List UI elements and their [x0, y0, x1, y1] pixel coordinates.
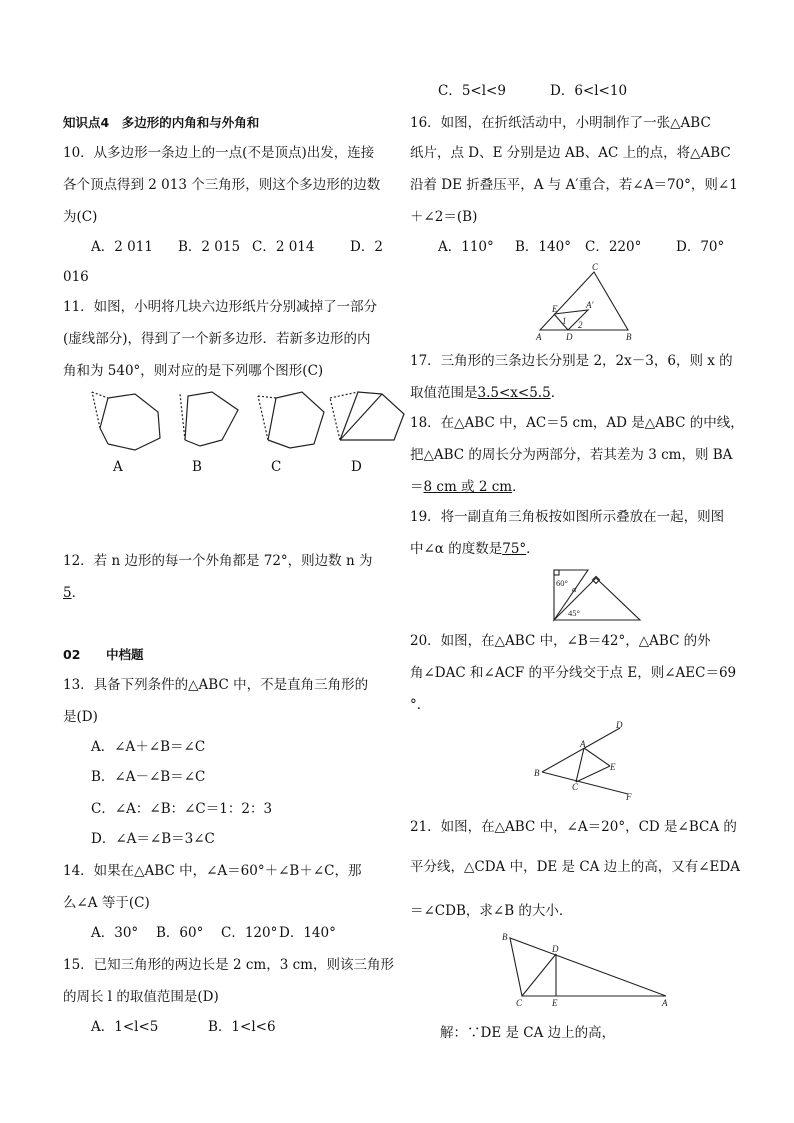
q11-figure [90, 388, 420, 458]
q21-line3: ＝∠CDB，求∠B 的大小． [410, 903, 573, 919]
q21-label-b: B [502, 932, 508, 942]
q16-figure [532, 264, 642, 344]
q14-line2: 么∠A 等于(C) [63, 895, 150, 911]
section-02-num: 02 [63, 647, 81, 662]
q11-label-b: B [192, 459, 202, 475]
q17-line1: 17．三角形的三条边长分别是 2，2x－3，6，则 x 的 [410, 353, 733, 369]
q11-label-c: C [271, 459, 282, 475]
q16-label-a-prime: A′ [586, 300, 594, 310]
q15-option-a: A．1<l<5 [91, 1019, 159, 1035]
q17-suffix: ． [550, 385, 565, 401]
q18-prefix: ＝ [410, 479, 424, 495]
q16-option-b: B．140° [515, 239, 571, 255]
q16-option-a: A．110° [438, 239, 494, 255]
q10-option-a: A．2 011 [91, 239, 153, 255]
q12-line1: 12．若 n 边形的每一个外角都是 72°，则边数 n 为 [63, 553, 373, 569]
q21-figure [498, 930, 678, 1010]
q20-label-d: D [616, 720, 623, 730]
q19-label-60: 60° [556, 578, 568, 588]
q20-line1: 20．如图，在△ABC 中，∠B＝42°，△ABC 的外 [410, 633, 711, 649]
q13-option-b: B．∠A－∠B＝∠C [91, 769, 206, 785]
q19-line2 [410, 540, 540, 558]
q10-line3: 为(C) [63, 209, 98, 225]
q11-label-a: A [113, 459, 123, 475]
q19-answer: 75° [502, 541, 527, 557]
q19-label-45: 45° [568, 608, 580, 618]
q12-line2: 5． [63, 585, 86, 601]
q12-answer: 5 [63, 585, 72, 601]
q15-option-d: D．6<l<10 [550, 83, 628, 99]
q20-label-f: F [626, 792, 632, 802]
q17-answer: 3.5<x<5.5 [477, 385, 551, 401]
section-4-title: 知识点4 多边形的内角和与外角和 [63, 115, 260, 130]
q21-line2: 平分线，△CDA 中，DE 是 CA 边上的高，又有∠EDA [410, 859, 740, 875]
q16-label-a: A [536, 332, 542, 342]
q18-line2: 把△ABC 的周长分为两部分，若其差为 3 cm，则 BA [410, 447, 733, 463]
q10-option-c: C．2 014 [252, 239, 315, 255]
q16-option-d: D．70° [676, 239, 725, 255]
q18-line3 [410, 478, 526, 496]
q13-line2: 是(D) [63, 709, 98, 725]
q16-label-2: 2 [578, 320, 583, 330]
q16-label-1: 1 [562, 316, 567, 326]
q14-line1: 14．如果在△ABC 中，∠A＝60°＋∠B＋∠C，那 [63, 863, 362, 879]
q11-line2: (虚线部分)，得到了一个新多边形．若新多边形的内 [63, 331, 371, 347]
q16-label-e: E [552, 304, 558, 314]
q10-line2: 各个顶点得到 2 013 个三角形，则这个多边形的边数 [63, 177, 381, 193]
q19-suffix: ． [526, 541, 540, 557]
q14-option-a: A．30° [91, 925, 139, 941]
q19-label-alpha: α [572, 584, 577, 594]
q14-option-d: D．140° [279, 925, 336, 941]
q11-label-d: D [351, 459, 362, 475]
q15-option-c: C．5<l<9 [438, 83, 506, 99]
q21-solution: 解：∵DE 是 CA 边上的高， [440, 1025, 616, 1041]
q17-line2 [410, 384, 564, 402]
q20-label-a: A [580, 739, 586, 749]
q11-line1: 11．如图，小明将几块六边形纸片分别减掉了一部分 [63, 299, 378, 315]
q10-option-d-wrap: 016 [63, 269, 89, 285]
q14-option-b: B．60° [156, 925, 204, 941]
q21-label-c: C [516, 998, 523, 1008]
q15-line1: 15．已知三角形的两边长是 2 cm，3 cm，则该三角形 [63, 957, 394, 973]
q20-line3: °． [410, 697, 431, 713]
q20-line2: 角∠DAC 和∠ACF 的平分线交于点 E，则∠AEC＝69 [410, 665, 737, 681]
q16-option-c: C．220° [585, 239, 642, 255]
q11-line3: 角和为 540°，则对应的是下列哪个图形(C) [63, 363, 324, 379]
q20-label-c: C [572, 782, 579, 792]
q21-label-d: D [552, 944, 559, 954]
q16-label-b: B [626, 332, 632, 342]
q18-answer: 8 cm 或 2 cm [423, 479, 513, 495]
q16-label-c: C [592, 262, 599, 272]
q21-line1: 21．如图，在△ABC 中，∠A＝20°，CD 是∠BCA 的 [410, 819, 737, 835]
q10-line1: 10．从多边形一条边上的一点(不是顶点)出发，连接 [63, 145, 375, 161]
q18-suffix: ． [512, 479, 526, 495]
q16-line1: 16．如图，在折纸活动中，小明制作了一张△ABC [410, 115, 711, 131]
q16-line3: 沿着 DE 折叠压平，A 与 A′重合，若∠A＝70°，则∠1 [410, 177, 738, 193]
q13-line1: 13．具备下列条件的△ABC 中，不是直角三角形的 [63, 677, 369, 693]
q15-line2: 的周长 l 的取值范围是(D) [63, 989, 219, 1005]
q16-line2: 纸片，点 D、E 分别是边 AB、AC 上的点，将△ABC [410, 145, 731, 161]
q10-option-b: B．2 015 [178, 239, 241, 255]
q13-option-a: A．∠A＋∠B＝∠C [91, 739, 206, 755]
q15-option-b: B．1<l<6 [208, 1019, 276, 1035]
q20-label-b: B [534, 768, 540, 778]
q16-line4: ＋∠2＝(B) [410, 209, 478, 225]
q19-line1: 19．将一副直角三角板按如图所示叠放在一起，则图 [410, 509, 725, 525]
q18-line1: 18．在△ABC 中，AC＝5 cm，AD 是△ABC 的中线， [410, 415, 744, 431]
q10-option-d: D．2 [350, 239, 383, 255]
q16-label-d: D [566, 332, 573, 342]
q20-label-e: E [610, 762, 616, 772]
q21-label-e: E [552, 998, 558, 1008]
section-02-title: 中档题 [106, 647, 144, 662]
q21-label-a: A [662, 998, 668, 1008]
q14-option-c: C．120° [221, 925, 278, 941]
q19-figure [552, 568, 648, 624]
q13-option-d: D．∠A＝∠B＝3∠C [91, 831, 215, 847]
q17-prefix: 取值范围是 [410, 385, 478, 401]
q19-prefix: 中∠α 的度数是 [410, 541, 503, 557]
q13-option-c: C．∠A：∠B：∠C＝1：2：3 [91, 801, 273, 817]
q20-figure [532, 720, 652, 800]
